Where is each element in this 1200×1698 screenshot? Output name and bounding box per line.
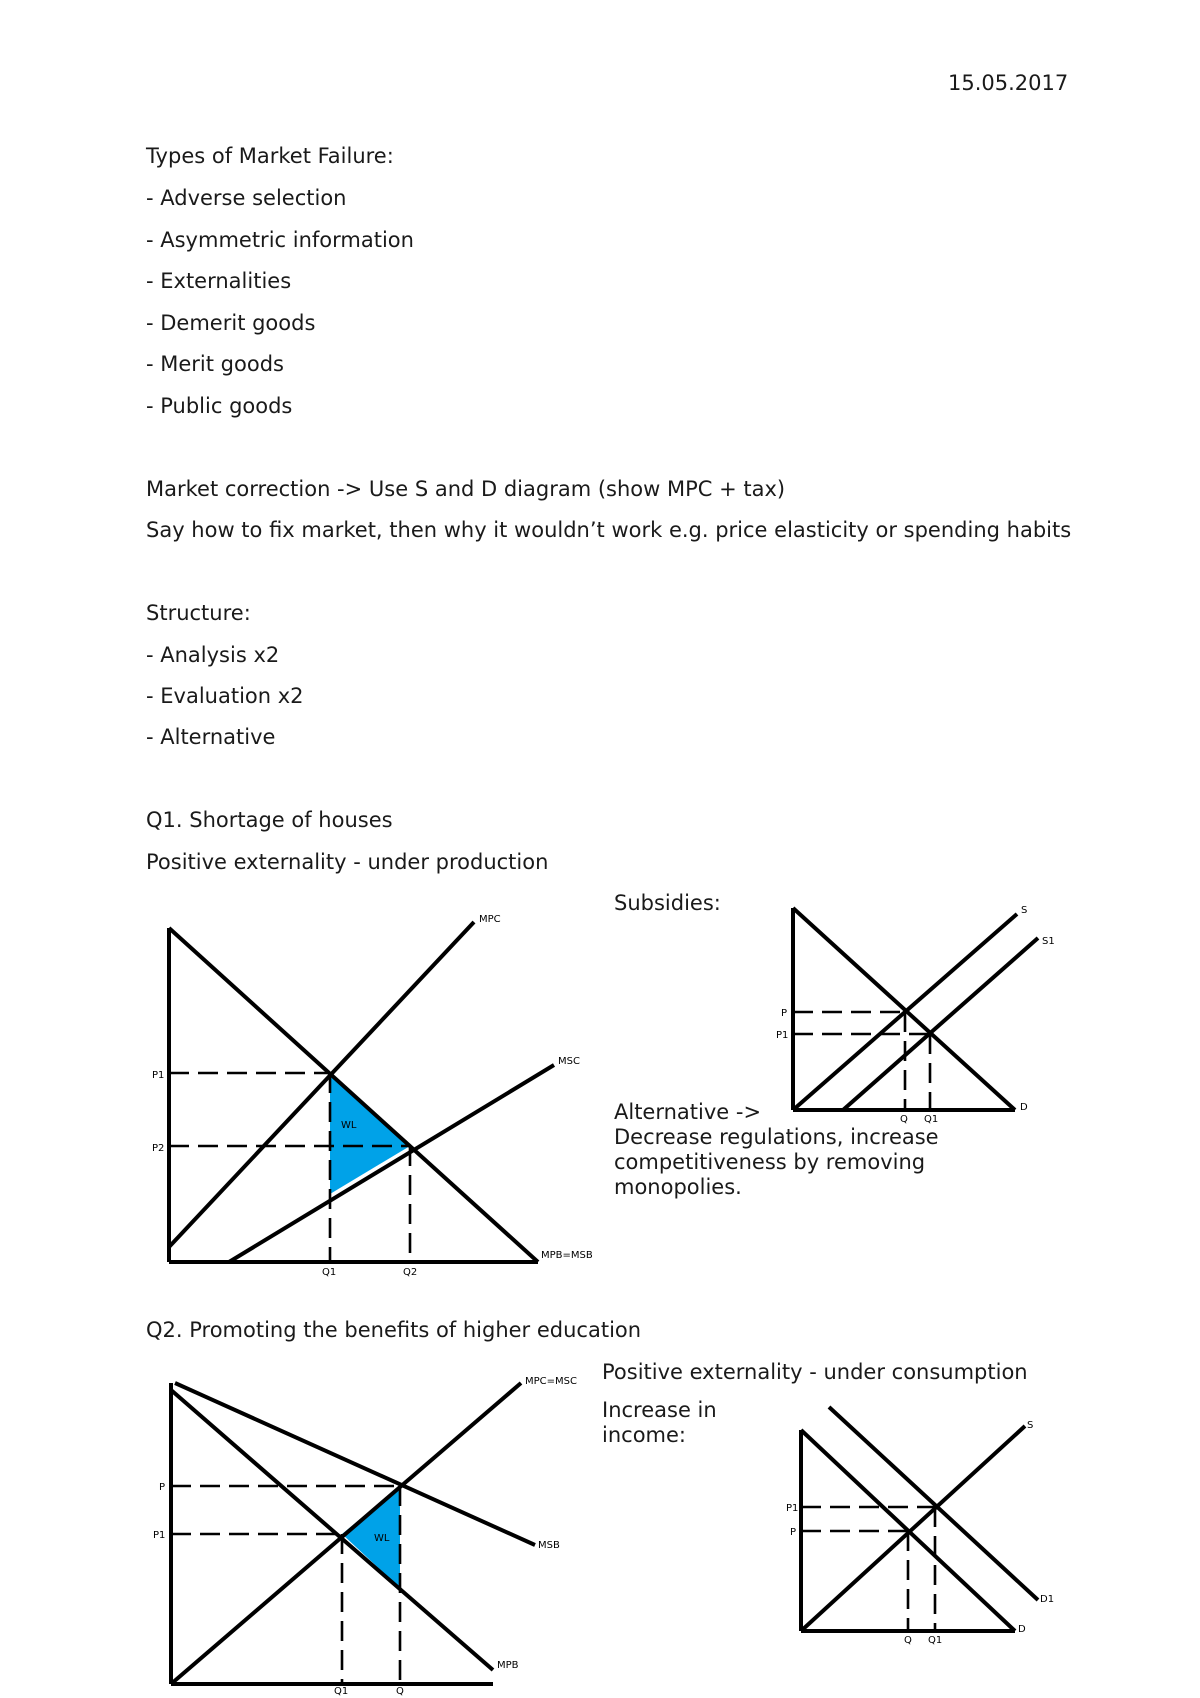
q-label: Q [904,1635,912,1646]
wl-label: WL [341,1120,357,1131]
correction-line-2: Say how to fix market, then why it wouldn’t work e.g. price elasticity or spending habits [146,518,1072,542]
q1-label: Q1 [928,1635,943,1646]
d-label: D [1020,1102,1028,1113]
alternative-label: Alternative -> [614,1100,762,1124]
alternative-text: Decrease regulations, increase competitiveness by removing monopolies. [614,1125,939,1199]
mpc-label: MPC [479,914,501,925]
structure-heading: Structure: [146,601,251,625]
q1-subtitle: Positive externality - under production [146,850,549,874]
list-item: - Analysis x2 [146,643,280,667]
supply-curve [801,1426,1025,1631]
s-label: S [1027,1420,1034,1431]
s1-label: S1 [1042,936,1055,947]
q1-title: Q1. Shortage of houses [146,808,393,832]
demand-curve-d1 [829,1407,1038,1600]
p-label: P [790,1527,797,1538]
list-item: - Alternative [146,725,276,749]
list-item: - Externalities [146,269,292,293]
msb-label: MSB [538,1540,560,1551]
p1-label: P1 [776,1030,789,1041]
subsidies-label: Subsidies: [614,891,721,915]
p1-label: P1 [786,1503,799,1514]
p-label: P [159,1482,166,1493]
q1-label: Q1 [322,1267,337,1278]
date: 15.05.2017 [948,71,1069,95]
demand-label: MPB=MSB [541,1250,593,1261]
types-heading: Types of Market Failure: [146,144,394,168]
q2-label: Q2 [403,1267,418,1278]
list-item: - Asymmetric information [146,228,414,252]
p-label: P [781,1008,788,1019]
d-label: D [1018,1624,1026,1635]
q-label: Q [900,1114,908,1125]
mpb-label: MPB [497,1660,519,1671]
list-item: - Evaluation x2 [146,684,304,708]
p1-label: P1 [153,1530,166,1541]
income-label: Increase in income: [602,1398,717,1447]
q-label: Q [396,1686,404,1697]
wl-label: WL [374,1533,390,1544]
list-item: - Merit goods [146,352,284,376]
q1-label: Q1 [924,1114,939,1125]
p1-label: P1 [152,1070,165,1081]
q2-title: Q2. Promoting the benefits of higher education [146,1318,642,1342]
correction-line-1: Market correction -> Use S and D diagram (show MPC + tax) [146,477,786,501]
q2-subtitle: Positive externality - under consumption [602,1360,1028,1384]
p2-label: P2 [152,1143,165,1154]
msc-label: MSC [558,1056,580,1067]
d1-label: D1 [1040,1594,1055,1605]
list-item: - Demerit goods [146,311,316,335]
list-item: - Public goods [146,394,293,418]
supply-label: MPC=MSC [525,1376,577,1387]
s-label: S [1021,905,1028,916]
q1-label: Q1 [334,1686,349,1697]
list-item: - Adverse selection [146,186,347,210]
